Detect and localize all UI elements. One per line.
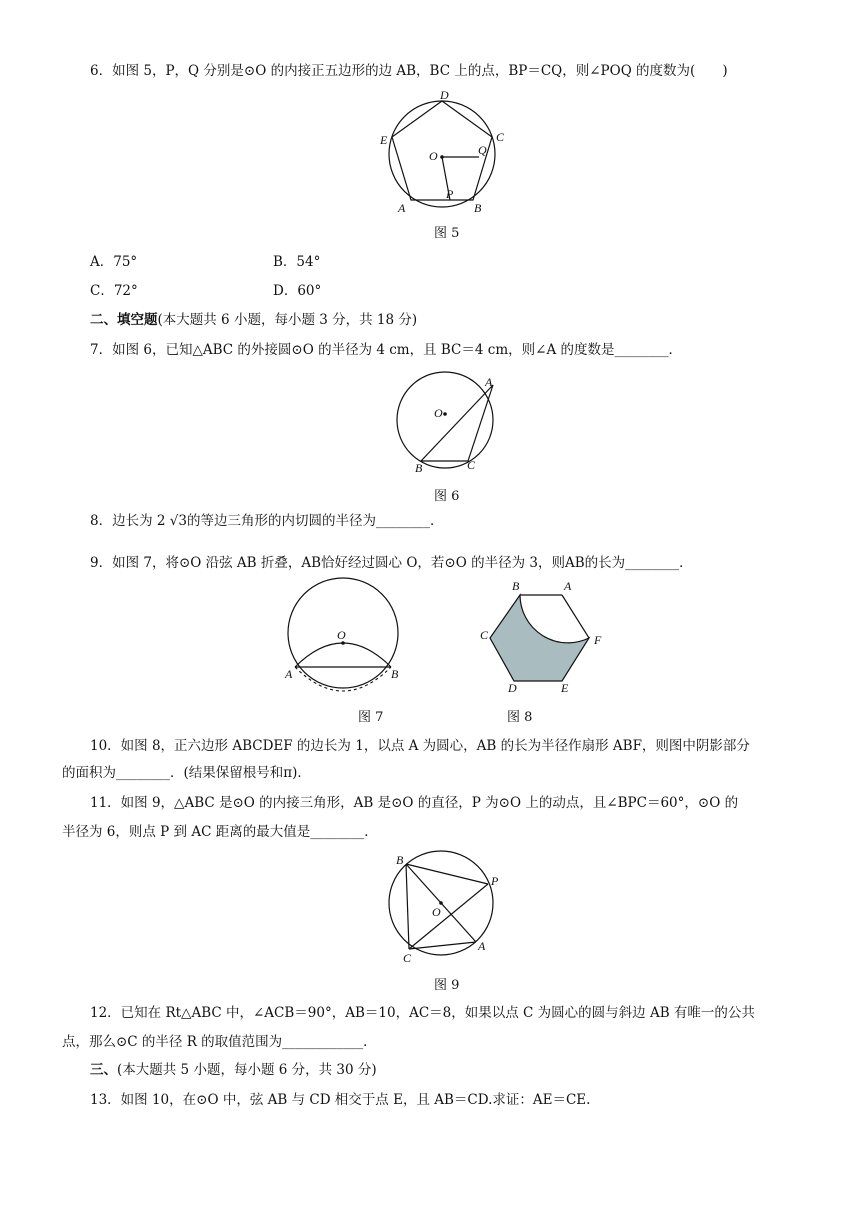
label-B: B xyxy=(512,579,520,593)
label-B: B xyxy=(391,667,399,681)
label-Q: Q xyxy=(478,143,487,157)
q8-text: 8．边长为 2 √3的等边三角形的内切圆的半径为________． xyxy=(90,513,444,529)
label-C: C xyxy=(496,130,505,144)
q10-line2: 的面积为________．(结果保留根号和π)． xyxy=(62,765,311,781)
figure-5-caption: 图 5 xyxy=(434,226,460,241)
figure-5 xyxy=(380,88,505,215)
figure-9 xyxy=(386,848,506,973)
label-E: E xyxy=(561,681,569,695)
q6-text: 6．如图 5，P，Q 分别是⊙O 的内接正五边形的边 AB，BC 上的点，BP＝CQ，则∠POQ 的度数为( ) xyxy=(90,63,728,79)
label-A: A xyxy=(478,939,486,953)
label-C: C xyxy=(480,628,489,642)
label-P: P xyxy=(446,187,454,201)
label-E: E xyxy=(380,133,388,147)
section3-heading xyxy=(90,1060,377,1080)
label-A: A xyxy=(485,375,493,389)
label-A: A xyxy=(564,579,572,593)
label-A: A xyxy=(285,667,293,681)
figure-8 xyxy=(478,578,618,695)
label-A: A xyxy=(398,201,406,215)
q6-option-b: B．54° xyxy=(273,254,321,270)
section3-note: (本大题共 5 小题，每小题 6 分，共 30 分) xyxy=(117,1062,377,1078)
section3-title: 三、 xyxy=(90,1062,117,1078)
label-B: B xyxy=(396,853,404,867)
q13-text: 13．如图 10，在⊙O 中，弦 AB 与 CD 相交于点 E，且 AB＝CD.求证：AE＝CE. xyxy=(90,1092,591,1108)
q11-line2: 半径为 6，则点 P 到 AC 距离的最大值是________． xyxy=(62,824,378,840)
q10-line1: 10．如图 8，正六边形 ABCDEF 的边长为 1，以点 A 为圆心，AB 的长为半径作扇形 ABF，则图中阴影部分 xyxy=(90,738,750,754)
q11-line1: 11．如图 9，△ABC 是⊙O 的内接三角形，AB 是⊙O 的直径，P 为⊙O 上的动点，且∠BPC＝60°，⊙O 的 xyxy=(90,795,739,811)
label-O: O xyxy=(337,628,346,642)
q6-option-a: A．75° xyxy=(90,254,138,270)
label-C: C xyxy=(403,951,412,965)
label-D: D xyxy=(508,681,517,695)
section2-note: (本大题共 6 小题，每小题 3 分，共 18 分) xyxy=(157,312,418,328)
figure-8-caption: 图 8 xyxy=(507,710,533,725)
q9-text: 9．如图 7，将⊙O 沿弦 AB 折叠，AB恰好经过圆心 O，若⊙O 的半径为 3，则AB的长为________． xyxy=(90,555,693,571)
figure-6-caption: 图 6 xyxy=(434,489,460,504)
figure-9-caption: 图 9 xyxy=(434,978,460,993)
figure-6 xyxy=(393,368,503,478)
figure-7 xyxy=(283,578,413,688)
label-F: F xyxy=(594,633,602,647)
q6-option-c: C．72° xyxy=(90,283,138,299)
section2-title: 二、填空题 xyxy=(90,312,158,328)
section2-heading xyxy=(90,310,417,330)
q6-option-d: D．60° xyxy=(273,283,322,299)
q12-line1: 12．已知在 Rt△ABC 中，∠ACB＝90°，AB＝10，AC＝8，如果以点 C 为圆心的圆与斜边 AB 有唯一的公共 xyxy=(90,1005,755,1021)
label-O: O xyxy=(429,149,438,163)
label-O: O xyxy=(434,406,443,420)
label-P: P xyxy=(491,874,499,888)
label-C: C xyxy=(467,458,476,472)
q12-line2: 点，那么⊙C 的半径 R 的取值范围为____________． xyxy=(62,1034,377,1050)
label-O: O xyxy=(432,905,441,919)
figure-7-caption: 图 7 xyxy=(358,710,384,725)
label-B: B xyxy=(415,461,423,475)
label-B: B xyxy=(474,201,482,215)
label-D: D xyxy=(440,88,449,102)
q7-text: 7．如图 6，已知△ABC 的外接圆⊙O 的半径为 4 cm，且 BC＝4 cm，则∠A 的度数是________． xyxy=(90,342,682,358)
